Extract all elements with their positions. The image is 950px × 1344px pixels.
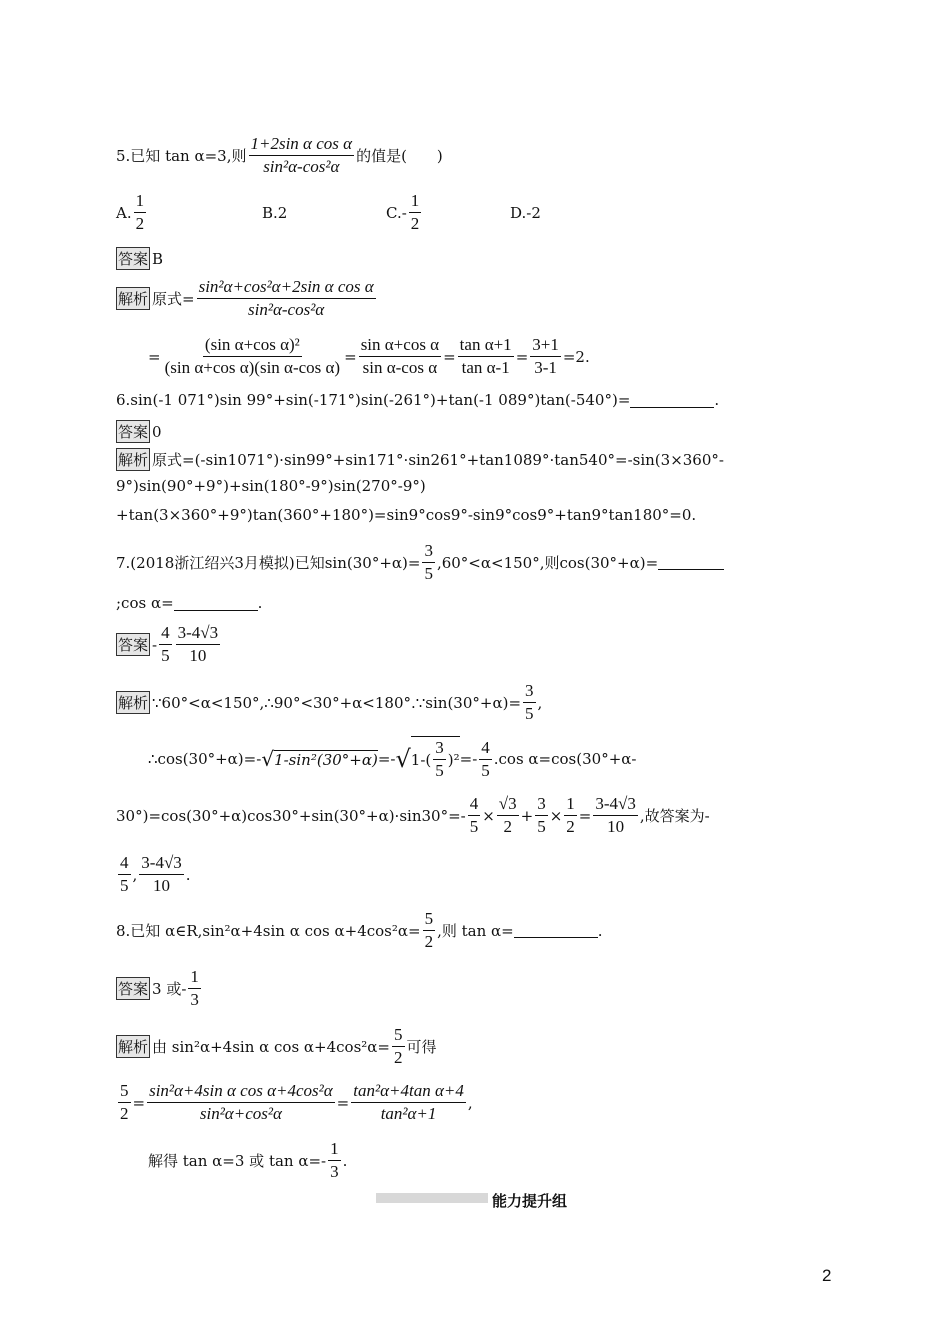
q7-answer: 答案 - $\frac{4}{5}$ $\frac{3-4√3}{10}$ bbox=[118, 623, 219, 665]
q6-answer-blank[interactable] bbox=[630, 393, 714, 408]
q7-solution-line2: ∴cos(30°+α)=- √ 1-sin²(30°+α) =- √ 1-( $\frac{3}{5}$ )² =- $\frac{4}{5}$ .cos α=cos(30°+α- bbox=[148, 737, 637, 780]
q7-stem-line1: 7.(2018浙江绍兴3月模拟)已知sin(30°+α)= $\frac{3}{5}$ ,60°<α<150°,则cos(30°+α)= bbox=[116, 540, 724, 585]
q8-solution-line1: 解析 由 sin²α+4sin α cos α+4cos²α= $\frac{5}{2}$ 可得 bbox=[118, 1025, 437, 1067]
q6-stem: 6.sin(-1 071°)sin 99°+sin(-171°)sin(-261°)+tan(-1 089°)tan(-540°)= . bbox=[116, 391, 720, 409]
q6-answer bbox=[116, 420, 162, 443]
q5-answer bbox=[116, 247, 163, 270]
section-divider-bar bbox=[376, 1193, 488, 1203]
answer-tag: 答案 bbox=[116, 977, 150, 1000]
q5-option-a: A. $\frac{1}{2}$ bbox=[116, 191, 145, 233]
q5-option-d: D.-2 bbox=[510, 203, 541, 222]
q8-solution-line2: $\frac{5}{2}$ = $\frac{\text{sin²α+4sin α cos α+4cos²α}}{\text{sin²α+cos²α}}$ = $\frac{\text{tan²α+4tan α+4}}{\text{tan²α+1}}$ , bbox=[120, 1081, 473, 1123]
q5-stem-fraction: $\frac{\text{1+2sin α cos α}}{\text{sin²α-cos²α}}$ bbox=[250, 134, 353, 176]
q8-solution-line3: 解得 tan α=3 或 tan α=- $\frac{1}{3}$ . bbox=[148, 1139, 348, 1181]
q8-stem: 8.已知 α∈R,sin²α+4sin α cos α+4cos²α= $\frac{5}{2}$ ,则 tan α= . bbox=[116, 909, 603, 951]
q6-solution-line2: 9°)sin(90°+9°)+sin(180°-9°)sin(270°-9°) bbox=[116, 477, 426, 495]
q5-stem bbox=[116, 133, 443, 178]
q7-solution-line3: 30°)=cos(30°+α)cos30°+sin(30°+α)·sin30°=- $\frac{4}{5}$ × $\frac{√3}{2}$ + $\frac{3}{5}$ × $\frac{1}{2}$ = $\frac{3-4√3}{10}$ ,故答案为- bbox=[116, 794, 710, 836]
q5-solution-line2: = $\frac{\text{(sin α+cos α)²}}{\text{(sin α+cos α)(sin α-cos α)}}$ = $\frac{\text{sin α+cos α}}{\text{sin α-cos α}}$ = $\frac{\text{tan α+1}}{\text{tan α-1}}$ = $\frac{3+1}{3-1}$ =2. bbox=[148, 335, 590, 377]
q5-option-c: C.- $\frac{1}{2}$ bbox=[386, 191, 420, 233]
q5-options bbox=[116, 190, 541, 235]
q5-solution-line1: 解析 原式= $\frac{\text{sin²α+cos²α+2sin α cos α}}{\text{sin²α-cos²α}}$ bbox=[118, 277, 374, 319]
section-title: 能力提升组 bbox=[492, 1192, 568, 1210]
q6-solution-line1: 解析 原式=(-sin1071°)·sin99°+sin171°·sin261°+tan1089°·tan540°=-sin(3×360°- bbox=[116, 448, 724, 471]
q7-answer-blank-1[interactable] bbox=[658, 555, 724, 570]
q5-stem-b: 的值是( ) bbox=[356, 147, 443, 165]
answer-tag: 答案 bbox=[116, 420, 150, 443]
q6-answer-value: 0 bbox=[152, 422, 162, 441]
page-number: 2 bbox=[822, 1266, 832, 1285]
answer-tag: 答案 bbox=[116, 247, 150, 270]
solution-tag: 解析 bbox=[116, 1035, 150, 1058]
q8-answer: 答案 3 或- $\frac{1}{3}$ bbox=[118, 967, 199, 1009]
q7-answer-blank-2[interactable] bbox=[174, 596, 258, 611]
solution-tag: 解析 bbox=[116, 691, 150, 714]
q5-answer-value: B bbox=[152, 249, 164, 268]
q7-solution-line4: $\frac{4}{5}$ , $\frac{3-4√3}{10}$ . bbox=[120, 853, 191, 895]
q5-stem-a: 5.已知 tan α=3,则 bbox=[116, 147, 247, 165]
q7-stem-line2: ;cos α= . bbox=[116, 594, 263, 612]
q6-solution-line3: +tan(3×360°+9°)tan(360°+180°)=sin9°cos9°-sin9°cos9°+tan9°tan180°=0. bbox=[116, 506, 697, 524]
q5-option-b: B.2 bbox=[262, 203, 288, 222]
solution-tag: 解析 bbox=[116, 448, 150, 471]
q7-solution-line1: 解析 ∵60°<α<150°,∴90°<30°+α<180°.∵sin(30°+α)= $\frac{3}{5}$ , bbox=[118, 681, 543, 723]
solution-tag: 解析 bbox=[116, 287, 150, 310]
q8-answer-blank[interactable] bbox=[514, 923, 598, 938]
answer-tag: 答案 bbox=[116, 633, 150, 656]
